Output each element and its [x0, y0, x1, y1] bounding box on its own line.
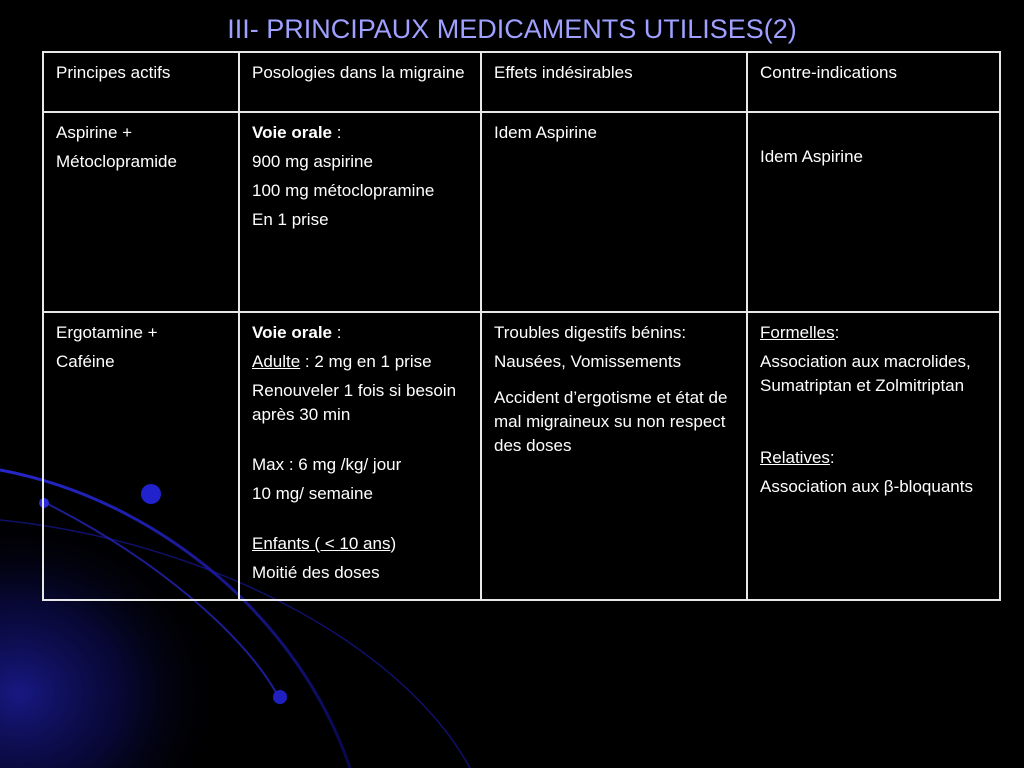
- dose-line: 100 mg métoclopramine: [252, 181, 435, 200]
- formelles-text: Association aux macrolides, Sumatriptan et Zolmitriptan: [760, 352, 971, 395]
- effets-line: Nausées, Vomissements: [494, 352, 682, 371]
- header-contre-indications: Contre-indications: [747, 52, 1000, 112]
- voie-line: [252, 321, 470, 345]
- voie-line: [252, 121, 470, 145]
- effets-line: Troubles digestifs bénins:: [494, 323, 687, 342]
- table-row: [43, 112, 1000, 312]
- adulte-label: Adulte: [252, 352, 301, 371]
- enfants-label: Enfants ( < 10 ans: [252, 534, 391, 553]
- adulte-text: : 2 mg en 1 prise: [300, 352, 432, 371]
- voie-label: Voie orale: [252, 323, 332, 342]
- relatives-suffix: :: [829, 448, 835, 467]
- relatives-label: Relatives: [760, 448, 830, 467]
- table-header-row: [43, 52, 1000, 112]
- principe-line: Métoclopramide: [56, 152, 177, 171]
- header-posologies: Posologies dans la migraine: [239, 52, 481, 112]
- adulte-line: [252, 350, 470, 374]
- formelles-heading: [760, 321, 989, 345]
- cell-principes: [43, 312, 239, 600]
- cell-contre: [747, 112, 1000, 312]
- enfants-line: [252, 532, 470, 556]
- cell-contre: [747, 312, 1000, 600]
- medications-table: [42, 51, 1001, 601]
- voie-suffix: :: [332, 323, 342, 342]
- principe-line: Aspirine +: [56, 123, 133, 142]
- header-effets: Effets indésirables: [481, 52, 747, 112]
- relatives-heading: [760, 446, 989, 470]
- cell-posologie: [239, 312, 481, 600]
- voie-label: Voie orale: [252, 123, 332, 142]
- dose-line: 900 mg aspirine: [252, 152, 373, 171]
- principe-line: Caféine: [56, 352, 115, 371]
- dose-line: En 1 prise: [252, 210, 329, 229]
- cell-effets: [481, 312, 747, 600]
- table-row: [43, 312, 1000, 600]
- formelles-label: Formelles: [760, 323, 835, 342]
- principe-line: Ergotamine +: [56, 323, 158, 342]
- effets-text: Idem Aspirine: [494, 123, 597, 142]
- effets-line: Accident d’ergotisme et état de mal migraineux su non respect des doses: [494, 388, 728, 455]
- cell-effets: [481, 112, 747, 312]
- cell-principes: [43, 112, 239, 312]
- moitie-line: Moitié des doses: [252, 563, 380, 582]
- enfants-suffix: ): [390, 534, 397, 553]
- contre-text: Idem Aspirine: [760, 147, 863, 166]
- renouveler-line: Renouveler 1 fois si besoin après 30 min: [252, 381, 457, 424]
- voie-suffix: :: [332, 123, 342, 142]
- header-principes: Principes actifs: [43, 52, 239, 112]
- cell-posologie: [239, 112, 481, 312]
- relatives-text: Association aux β-bloquants: [760, 477, 973, 496]
- max-line: Max : 6 mg /kg/ jour: [252, 455, 402, 474]
- semaine-line: 10 mg/ semaine: [252, 484, 373, 503]
- formelles-suffix: :: [834, 323, 840, 342]
- page-title: III- PRINCIPAUX MEDICAMENTS UTILISES(2): [227, 14, 797, 44]
